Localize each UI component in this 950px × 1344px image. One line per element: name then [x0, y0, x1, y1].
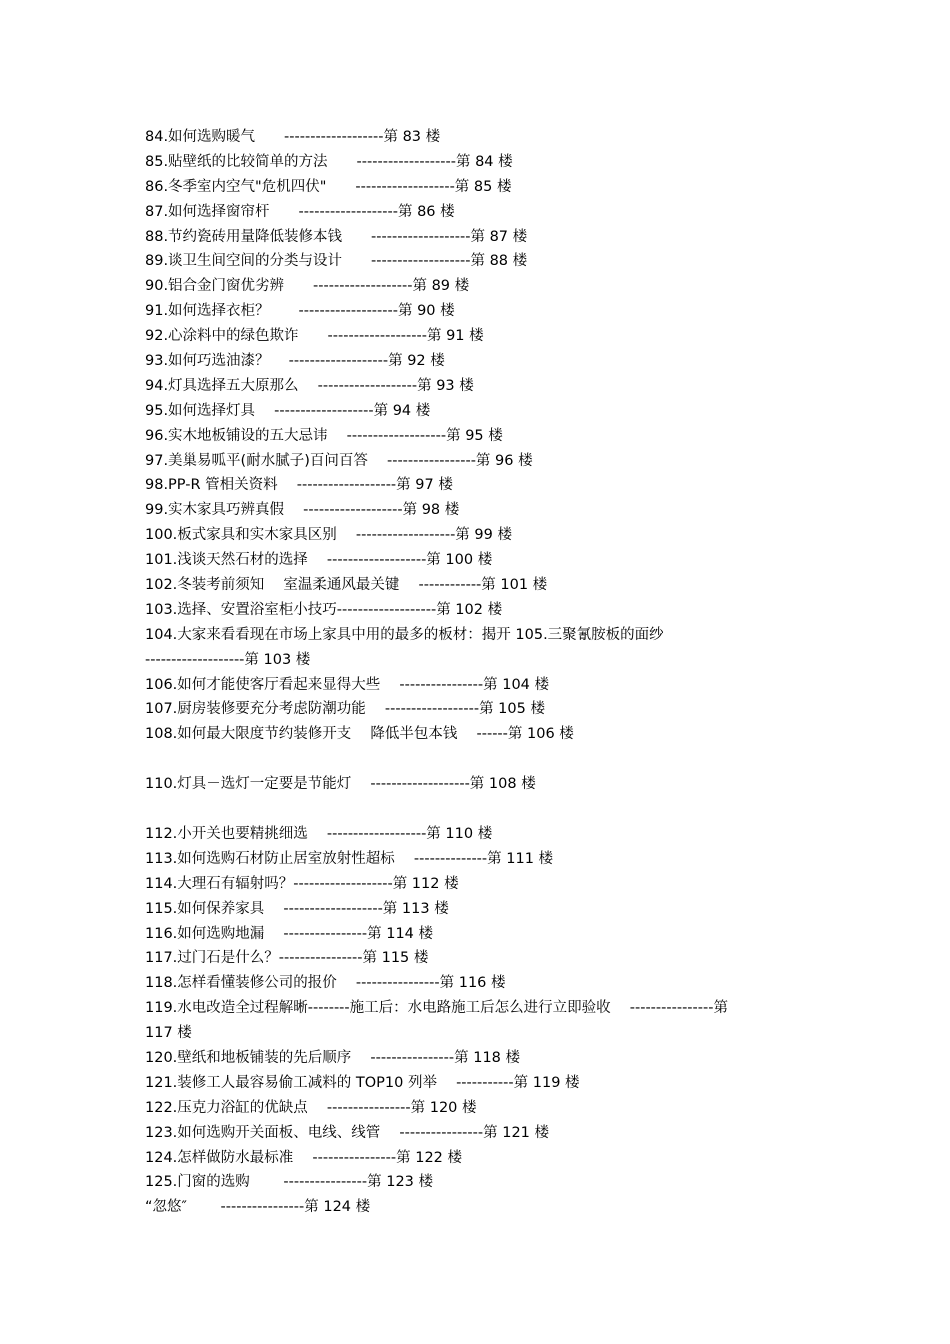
blank-line — [145, 747, 795, 772]
toc-line: 106.如何才能使客厅看起来显得大些 ----------------第 104 楼 — [145, 676, 550, 693]
toc-line: 96.实木地板铺设的五大忌讳 -------------------第 95 楼 — [145, 427, 503, 444]
toc-line: 112.小开关也要精挑细选 -------------------第 110 楼 — [145, 825, 493, 842]
toc-line: 102.冬装考前须知 室温柔通风最关键 ------------第 101 楼 — [145, 577, 548, 594]
toc-line: 124.怎样做防水最标准 ----------------第 122 楼 — [145, 1149, 463, 1166]
toc-line: 119.水电改造全过程解晰--------施工后：水电路施工后怎么进行立即验收 ----------------第 — [145, 1000, 728, 1017]
toc-line: 120.壁纸和地板铺装的先后顺序 ----------------第 118 楼 — [145, 1049, 521, 1066]
toc-line: 110.灯具－选灯一定要是节能灯 -------------------第 108 楼 — [145, 776, 536, 793]
toc-line: 86.冬季室内空气"危机四伏" -------------------第 85 楼 — [145, 178, 512, 195]
toc-line: 85.贴壁纸的比较简单的方法 -------------------第 84 楼 — [145, 153, 513, 170]
toc-line: 88.节约瓷砖用量降低装修本钱 -------------------第 87 楼 — [145, 228, 528, 245]
toc-line: 91.如何选择衣柜？ -------------------第 90 楼 — [145, 303, 455, 320]
toc-line: 84.如何选购暖气 -------------------第 83 楼 — [145, 129, 441, 145]
toc-line: 121.装修工人最容易偷工减料的 TOP10 列举 -----------第 119 楼 — [145, 1074, 580, 1091]
toc-line: 98.PP-R 管相关资料 -------------------第 97 楼 — [145, 477, 453, 494]
toc-line: 118.怎样看懂装修公司的报价 ----------------第 116 楼 — [145, 975, 506, 992]
blank-line — [145, 797, 795, 822]
toc-line: 99.实木家具巧辨真假 -------------------第 98 楼 — [145, 502, 460, 519]
toc-line: 103.选择、安置浴室柜小技巧-------------------第 102 楼 — [145, 601, 503, 618]
toc-line: 125.门窗的选购 ----------------第 123 楼 — [145, 1174, 434, 1191]
toc-line: 89.谈卫生间空间的分类与设计 -------------------第 88 楼 — [145, 253, 528, 270]
toc-line: 104.大家来看看现在市场上家具中用的最多的板材：揭开 105.三聚氰胺板的面纱 — [145, 626, 664, 643]
toc-line: 115.如何保养家具 -------------------第 113 楼 — [145, 900, 449, 917]
toc-line: -------------------第 103 楼 — [145, 651, 311, 668]
toc-line: 101.浅谈天然石材的选择 -------------------第 100 楼 — [145, 552, 493, 569]
toc-line: 117 楼 — [145, 1025, 192, 1042]
toc-line: 94.灯具选择五大原那么 -------------------第 93 楼 — [145, 377, 474, 394]
toc-line: 117.过门石是什么？----------------第 115 楼 — [145, 950, 429, 967]
toc-line: 107.厨房装修要充分考虑防潮功能 ------------------第 105 楼 — [145, 701, 545, 718]
toc-line: 108.如何最大限度节约装修开支 降低半包本钱 ------第 106 楼 — [145, 726, 574, 743]
toc-line: 95.如何选择灯具 -------------------第 94 楼 — [145, 402, 431, 419]
toc-line: 123.如何选购开关面板、电线、线管 ----------------第 121 楼 — [145, 1124, 550, 1141]
toc-line: 97.美巢易呱平(耐水腻子)百问百答 -----------------第 96 楼 — [145, 452, 533, 469]
toc-line: “忽悠″ ----------------第 124 楼 — [145, 1199, 371, 1216]
toc-line: 114.大理石有辐射吗？-------------------第 112 楼 — [145, 875, 459, 892]
table-of-contents — [145, 125, 795, 1220]
toc-line: 116.如何选购地漏 ----------------第 114 楼 — [145, 925, 434, 942]
toc-line: 100.板式家具和实木家具区别 -------------------第 99 楼 — [145, 527, 512, 544]
toc-line: 122.压克力浴缸的优缺点 ----------------第 120 楼 — [145, 1099, 477, 1116]
toc-line: 87.如何选择窗帘杆 -------------------第 86 楼 — [145, 203, 455, 220]
toc-line: 90.铝合金门窗优劣辨 -------------------第 89 楼 — [145, 278, 470, 295]
toc-line: 93.如何巧选油漆？ -------------------第 92 楼 — [145, 353, 445, 370]
toc-line: 113.如何选购石材防止居室放射性超标 --------------第 111 楼 — [145, 850, 554, 867]
toc-line: 92.心涂料中的绿色欺诈 -------------------第 91 楼 — [145, 328, 484, 345]
